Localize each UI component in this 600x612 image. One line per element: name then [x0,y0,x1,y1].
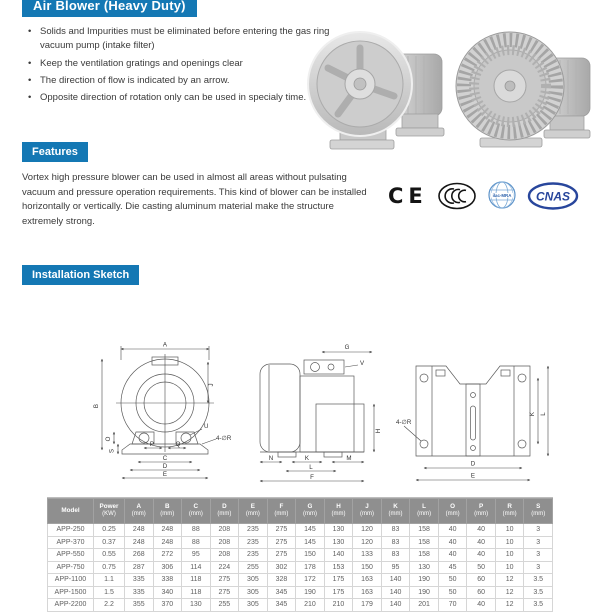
spec-cell: 275 [210,574,239,587]
spec-cell: 3.5 [524,586,553,599]
spec-model-cell: APP-550 [48,549,94,562]
spec-model-cell: APP-750 [48,561,94,574]
features-body: Vortex high pressure blower can be used in almost all areas without pulsating vacuum and pressure operation requirements. This kind of blower can be installed horizontally or vertically. Die casting aluminum material make the structure extremely strong. [22,172,367,228]
svg-text:L: L [309,464,313,471]
spec-cell: 145 [296,524,325,537]
spec-col-header: K (mm) [381,499,410,524]
spec-cell: 248 [125,524,154,537]
svg-text:H: H [375,428,382,434]
spec-cell: 248 [153,524,182,537]
spec-col-header: Power (KW) [94,499,125,524]
spec-row [48,549,553,562]
spec-cell: 190 [296,586,325,599]
spec-cell: 275 [267,524,296,537]
spec-cell: 120 [353,536,382,549]
spec-cell: 268 [125,549,154,562]
spec-cell: 10 [495,549,524,562]
spec-cell: 275 [210,586,239,599]
spec-cell: 158 [410,549,439,562]
spec-cell: 235 [239,549,268,562]
spec-cell: 130 [324,524,353,537]
spec-cell: 1.5 [94,586,125,599]
spec-cell: 40 [438,536,467,549]
spec-cell: 133 [353,549,382,562]
spec-cell: 50 [438,574,467,587]
spec-cell: 0.37 [94,536,125,549]
note-item: • Opposite direction of rotation only can be used in specialy time. [26,91,348,105]
spec-col-header: A (mm) [125,499,154,524]
cnas-logo-icon [527,181,579,211]
blower-photo-left [302,24,450,162]
spec-row [48,599,553,612]
svg-text:C: C [162,455,168,462]
spec-cell: 3 [524,524,553,537]
spec-cell: 83 [381,549,410,562]
spec-cell: 345 [267,599,296,612]
spec-row [48,524,553,537]
spec-cell: 190 [410,586,439,599]
spec-cell: 208 [210,549,239,562]
spec-cell: 118 [182,586,211,599]
spec-cell: 210 [324,599,353,612]
spec-cell: 3 [524,536,553,549]
spec-cell: 114 [182,561,211,574]
svg-text:F: F [310,474,314,481]
spec-cell: 275 [267,549,296,562]
spec-cell: 163 [353,586,382,599]
spec-col-header: D (mm) [210,499,239,524]
spec-cell: 201 [410,599,439,612]
spec-cell: 248 [125,536,154,549]
spec-col-header: Model [48,499,94,524]
spec-col-header: B (mm) [153,499,182,524]
svg-text:P: P [149,441,155,448]
spec-cell: 335 [125,586,154,599]
svg-text:ilac-MRA: ilac-MRA [492,192,512,198]
spec-col-header: P (mm) [467,499,496,524]
spec-cell: 40 [438,524,467,537]
spec-cell: 140 [381,586,410,599]
spec-cell: 355 [125,599,154,612]
blower-photo-right [450,24,598,162]
spec-cell: 235 [239,524,268,537]
product-images [302,22,598,162]
spec-table-head [48,499,553,524]
notes-list [26,25,348,108]
spec-row [48,586,553,599]
spec-cell: 175 [324,586,353,599]
note-item: • Solids and Impurities must be eliminated before entering the gas ring vacuum pump (intake filter) [26,25,348,54]
spec-col-header: G (mm) [296,499,325,524]
spec-row [48,536,553,549]
spec-cell: 10 [495,524,524,537]
svg-text:J: J [208,383,215,387]
spec-cell: 210 [296,599,325,612]
spec-cell: 335 [125,574,154,587]
spec-cell: 3.5 [524,574,553,587]
spec-cell: 0.25 [94,524,125,537]
spec-model-cell: APP-370 [48,536,94,549]
spec-table [47,498,553,612]
spec-cell: 88 [182,524,211,537]
spec-cell: 130 [182,599,211,612]
spec-cell: 140 [381,599,410,612]
spec-cell: 235 [239,536,268,549]
svg-text:B: B [93,403,100,409]
spec-cell: 50 [467,561,496,574]
spec-cell: 287 [125,561,154,574]
spec-cell: 208 [210,536,239,549]
spec-cell: 0.75 [94,561,125,574]
spec-row [48,561,553,574]
spec-cell: 88 [182,536,211,549]
spec-col-header: O (mm) [438,499,467,524]
spec-col-header: J (mm) [353,499,382,524]
svg-text:U: U [204,423,209,430]
svg-text:D: D [162,463,168,470]
spec-cell: 340 [153,586,182,599]
spec-cell: 175 [324,574,353,587]
svg-text:L: L [540,412,547,416]
features-heading: Features [22,142,88,162]
svg-text:N: N [268,455,274,462]
spec-cell: 40 [467,599,496,612]
spec-cell: 145 [296,536,325,549]
svg-text:S: S [108,448,116,454]
spec-cell: 120 [353,524,382,537]
spec-table-container [47,497,553,609]
spec-cell: 12 [495,599,524,612]
spec-cell: 255 [210,599,239,612]
svg-text:G: G [344,344,350,351]
spec-cell: 255 [239,561,268,574]
spec-cell: 12 [495,586,524,599]
spec-col-header: R (mm) [495,499,524,524]
sketch-front-view [90,340,242,490]
spec-cell: 130 [410,561,439,574]
spec-cell: 83 [381,524,410,537]
svg-text:E: E [162,471,168,478]
ccc-mark-icon [437,182,477,210]
spec-cell: 338 [153,574,182,587]
spec-cell: 40 [467,549,496,562]
svg-text:K: K [304,455,310,462]
spec-cell: 95 [182,549,211,562]
svg-text:K: K [529,411,536,417]
spec-cell: 224 [210,561,239,574]
note-item: • The direction of flow is indicated by an arrow. [26,74,348,88]
spec-cell: 306 [153,561,182,574]
installation-sketches [90,340,547,495]
spec-cell: 45 [438,561,467,574]
spec-cell: 70 [438,599,467,612]
spec-col-header: H (mm) [324,499,353,524]
spec-cell: 172 [296,574,325,587]
spec-cell: 179 [353,599,382,612]
spec-cell: 60 [467,574,496,587]
spec-cell: 150 [296,549,325,562]
spec-cell: 3 [524,549,553,562]
spec-cell: 140 [381,574,410,587]
spec-cell: 158 [410,524,439,537]
spec-cell: 302 [267,561,296,574]
spec-table-body [48,524,553,612]
svg-text:E: E [470,472,476,480]
svg-text:V: V [360,360,365,367]
spec-cell: 345 [267,586,296,599]
spec-cell: 1.1 [94,574,125,587]
spec-cell: 40 [438,549,467,562]
spec-model-cell: APP-250 [48,524,94,537]
spec-cell: 60 [467,586,496,599]
spec-col-header: E (mm) [239,499,268,524]
spec-header-row [48,499,553,524]
spec-row [48,574,553,587]
spec-cell: 10 [495,536,524,549]
spec-cell: 248 [153,536,182,549]
spec-model-cell: APP-1100 [48,574,94,587]
spec-cell: 305 [239,574,268,587]
spec-col-header: S (mm) [524,499,553,524]
svg-text:4-∅R: 4-∅R [396,419,412,426]
note-item: • Keep the ventilation gratings and openings clear [26,57,348,71]
spec-col-header: F (mm) [267,499,296,524]
spec-cell: 272 [153,549,182,562]
spec-cell: 118 [182,574,211,587]
svg-text:Q: Q [175,441,181,448]
spec-cell: 158 [410,536,439,549]
spec-cell: 150 [353,561,382,574]
spec-cell: 40 [467,536,496,549]
spec-cell: 83 [381,536,410,549]
spec-model-cell: APP-2200 [48,599,94,612]
spec-cell: 40 [467,524,496,537]
spec-cell: 190 [410,574,439,587]
installation-heading: Installation Sketch [22,265,139,285]
spec-cell: 153 [324,561,353,574]
spec-cell: 208 [210,524,239,537]
spec-cell: 130 [324,536,353,549]
spec-model-cell: APP-1500 [48,586,94,599]
spec-cell: 305 [239,599,268,612]
spec-cell: 328 [267,574,296,587]
spec-col-header: C (mm) [182,499,211,524]
spec-cell: 3 [524,561,553,574]
spec-cell: 50 [438,586,467,599]
svg-text:A: A [162,341,168,349]
svg-text:M: M [346,455,352,462]
spec-cell: 2.2 [94,599,125,612]
spec-cell: 178 [296,561,325,574]
spec-cell: 140 [324,549,353,562]
spec-cell: 275 [267,536,296,549]
page-title: Air Blower (Heavy Duty) [22,0,197,17]
spec-cell: 10 [495,561,524,574]
spec-cell: 95 [381,561,410,574]
spec-cell: 163 [353,574,382,587]
spec-cell: 305 [239,586,268,599]
spec-cell: 0.55 [94,549,125,562]
certification-logos [388,180,579,212]
svg-text:O: O [105,436,112,442]
sketch-side-view [252,340,386,490]
sketch-base-view [396,340,554,490]
svg-text:4-∅R: 4-∅R [216,435,232,442]
ce-mark-icon: CE [388,184,428,208]
spec-col-header: L (mm) [410,499,439,524]
svg-text:CNAS: CNAS [535,189,570,204]
spec-cell: 12 [495,574,524,587]
svg-text:D: D [470,460,476,468]
ilac-mra-logo-icon [486,180,518,212]
spec-cell: 370 [153,599,182,612]
spec-cell: 3.5 [524,599,553,612]
